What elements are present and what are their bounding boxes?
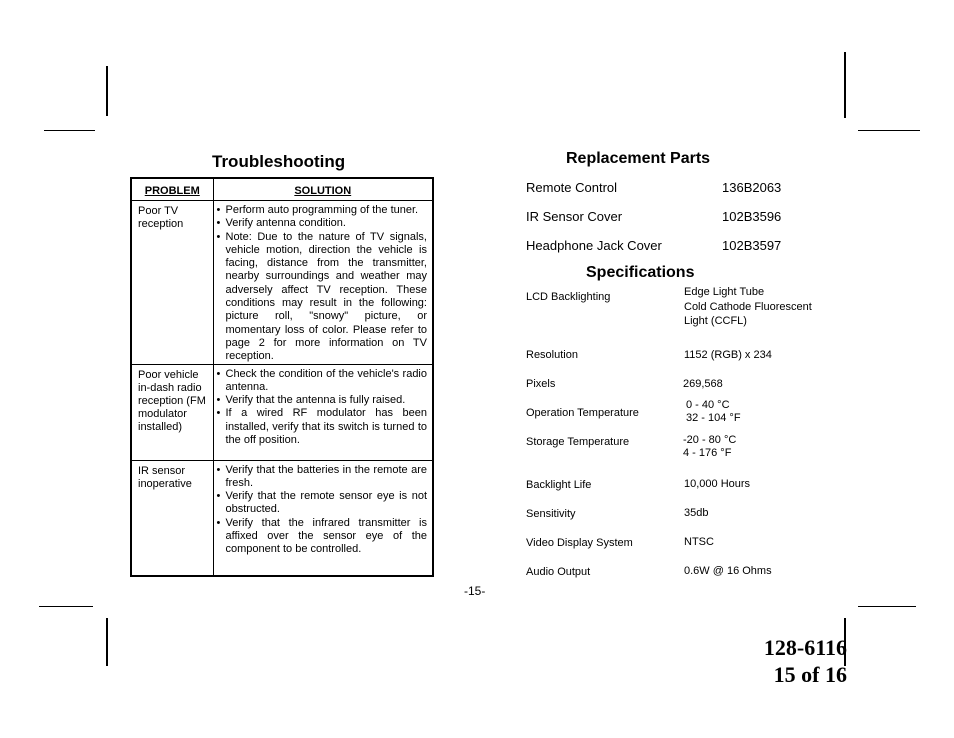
spec-value: NTSC [684, 536, 714, 548]
table-row [131, 201, 433, 365]
solution-item: • If a wired RF modulator has been installed, verify that its switch is turned to the off position. [217, 407, 428, 447]
specifications-title: Specifications [586, 264, 695, 281]
spec-label: Backlight Life [526, 479, 592, 491]
solution-cell [213, 364, 433, 460]
spec-label: Operation Temperature [526, 407, 639, 419]
spec-label: Sensitivity [526, 508, 576, 520]
part-name: IR Sensor Cover [526, 209, 623, 224]
spec-value: 1152 (RGB) x 234 [684, 349, 772, 361]
solution-item: • Verify that the remote sensor eye is not obstructed. [217, 490, 428, 517]
table-row [131, 364, 433, 460]
spec-value: 10,000 Hours [684, 478, 751, 490]
crop-mark [39, 606, 93, 607]
part-number: 136B2063 [722, 180, 782, 195]
crop-mark [858, 130, 920, 131]
problem-cell: IR sensor inoperative [131, 460, 213, 576]
spec-label: Audio Output [526, 566, 591, 578]
spec-value: 35db [684, 507, 709, 519]
page-of-count: 15 of 16 [773, 662, 847, 687]
solution-cell [213, 201, 433, 365]
replacement-parts-title: Replacement Parts [566, 150, 711, 167]
spec-value: Edge Light Tube Cold Cathode Fluorescent Light (CCFL) [684, 286, 812, 327]
spec-value: 0.6W @ 16 Ohms [684, 565, 772, 577]
part-number: 102B3597 [722, 238, 782, 253]
solution-item: • Check the condition of the vehicle's radio antenna. [217, 368, 428, 395]
spec-label: Storage Temperature [526, 436, 630, 448]
solution-item: • Verify antenna condition. [217, 217, 428, 230]
solution-cell [213, 460, 433, 576]
column-header-problem: PROBLEM [131, 178, 213, 201]
spec-label: Resolution [526, 349, 578, 361]
solution-item: • Note: Due to the nature of TV signals, vehicle motion, direction the vehicle is facing, distance from the transmitter, nearby surroundings and weather may adversely affect TV reception. These conditions may result in the following: picture roll, "snowy" picture, or momentary loss of color. Please refer to page 2 for more information on TV reception. [217, 231, 428, 364]
part-number: 102B3596 [722, 209, 782, 224]
crop-mark [106, 66, 108, 116]
table-row [131, 460, 433, 576]
table-header-row [131, 178, 433, 201]
spec-label: Pixels [526, 378, 556, 390]
spec-value: -20 - 80 °C 4 - 176 °F [683, 434, 737, 459]
solution-item: • Verify that the infrared transmitter is affixed over the sensor eye of the component to be controlled. [217, 517, 428, 557]
troubleshooting-table [130, 177, 434, 577]
solution-item: • Verify that the antenna is fully raised. [217, 394, 428, 407]
solution-item: • Perform auto programming of the tuner. [217, 204, 428, 217]
crop-mark [858, 606, 916, 607]
problem-cell: Poor vehicle in-dash radio reception (FM modulator installed) [131, 364, 213, 460]
part-name: Headphone Jack Cover [526, 238, 662, 253]
crop-mark [106, 618, 108, 666]
spec-value: 0 - 40 °C 32 - 104 °F [686, 399, 741, 424]
part-name: Remote Control [526, 180, 618, 195]
document-number: 128-6116 [763, 635, 847, 660]
page-number: -15- [464, 584, 486, 598]
column-header-solution: SOLUTION [213, 178, 433, 201]
spec-label: Video Display System [526, 537, 633, 549]
crop-mark [844, 52, 846, 118]
troubleshooting-title: Troubleshooting [212, 152, 346, 171]
crop-mark [44, 130, 95, 131]
document-id [757, 634, 847, 688]
solution-item: • Verify that the batteries in the remote are fresh. [217, 464, 428, 491]
problem-cell: Poor TV reception [131, 201, 213, 365]
spec-value: 269,568 [683, 378, 723, 390]
spec-label: LCD Backlighting [526, 291, 611, 303]
